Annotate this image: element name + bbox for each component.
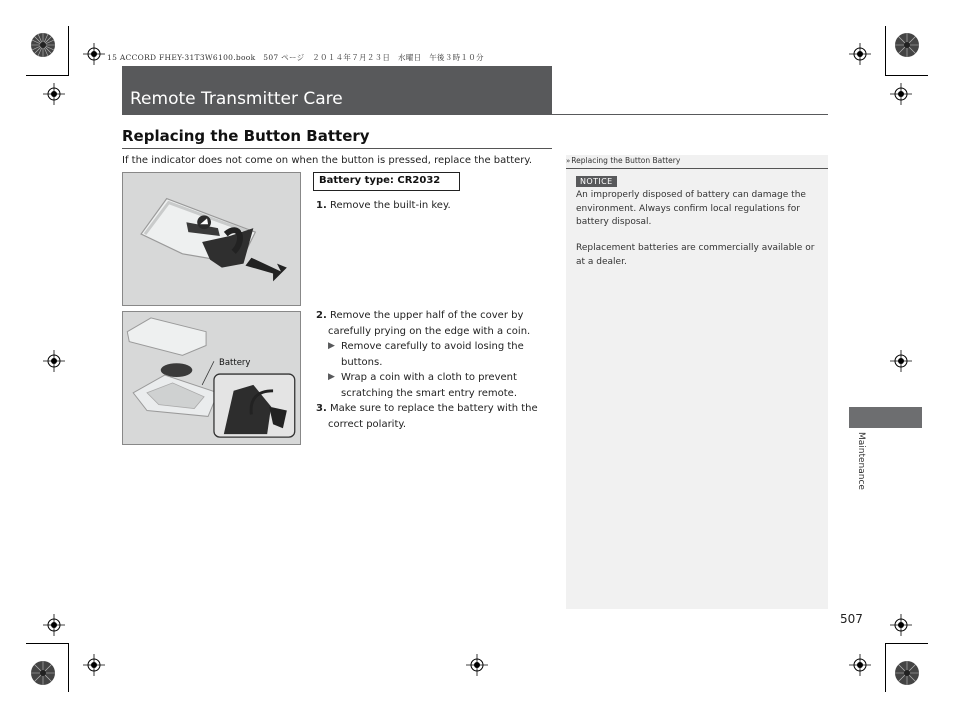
crop-mark — [26, 643, 69, 644]
crosshair-registration-icon — [890, 83, 912, 105]
crosshair-registration-icon — [43, 83, 65, 105]
note-line: Replacement batteries are commercially available or — [576, 243, 815, 253]
starburst-registration-icon — [894, 660, 920, 686]
figure-open-cover — [122, 311, 301, 445]
sub-item-text: Remove carefully to avoid losing the — [341, 341, 524, 352]
notice-badge: NOTICE — [576, 176, 617, 187]
crosshair-registration-icon — [43, 614, 65, 636]
section-title: Remote Transmitter Care — [130, 89, 343, 109]
crop-mark — [885, 643, 886, 692]
step-text: carefully prying on the edge with a coin. — [328, 325, 531, 337]
battery-type-box: Battery type: CR2032 — [313, 172, 460, 191]
crop-mark — [885, 643, 928, 644]
right-triangle-icon: ▶ — [328, 341, 335, 351]
step-2 — [316, 308, 552, 401]
crosshair-registration-icon — [43, 350, 65, 372]
step-text: Remove the built-in key. — [329, 200, 451, 211]
step-1 — [316, 198, 451, 214]
subsection-heading: Replacing the Button Battery — [122, 127, 370, 145]
battery-callout-label: Battery — [219, 358, 251, 368]
crosshair-registration-icon — [83, 654, 105, 676]
crop-mark — [68, 643, 69, 692]
chapter-label-text: Maintenance — [856, 432, 866, 490]
step-number: 2. — [316, 310, 327, 321]
starburst-registration-icon — [30, 32, 56, 58]
intro-text: If the indicator does not come on when the button is pressed, replace the battery. — [122, 155, 533, 166]
side-panel-divider — [566, 168, 828, 169]
crop-mark — [68, 26, 69, 75]
chapter-label — [856, 432, 868, 502]
chapter-tab[interactable] — [849, 407, 922, 428]
crop-mark — [26, 75, 69, 76]
step-number: 1. — [316, 200, 327, 211]
crop-mark — [885, 75, 928, 76]
step-text: correct polarity. — [328, 418, 407, 430]
side-panel-reference — [566, 156, 680, 165]
step-2-sub-list — [316, 339, 552, 401]
section-divider — [122, 114, 828, 115]
sub-item-text: buttons. — [341, 356, 383, 368]
step-number: 3. — [316, 403, 327, 414]
double-chevron-icon: » — [566, 157, 571, 165]
page-number: 507 — [840, 612, 863, 626]
starburst-registration-icon — [894, 32, 920, 58]
note-line: at a dealer. — [576, 256, 627, 267]
crosshair-registration-icon — [466, 654, 488, 676]
side-panel-reference-text: Replacing the Button Battery — [571, 156, 681, 165]
starburst-registration-icon — [30, 660, 56, 686]
notice-line: battery disposal. — [576, 217, 652, 227]
figure-remove-key — [122, 172, 301, 306]
sub-item-text: scratching the smart entry remote. — [341, 387, 518, 399]
sub-item — [328, 339, 552, 370]
step-text: Make sure to replace the battery with the — [329, 403, 538, 414]
crosshair-registration-icon — [849, 43, 871, 65]
crosshair-registration-icon — [890, 614, 912, 636]
replacement-note — [576, 242, 820, 269]
step-text: Remove the upper half of the cover by — [329, 310, 524, 321]
crosshair-registration-icon — [83, 43, 105, 65]
crosshair-registration-icon — [849, 654, 871, 676]
crosshair-registration-icon — [890, 350, 912, 372]
notice-text — [576, 189, 820, 230]
right-triangle-icon: ▶ — [328, 372, 335, 382]
notice-line: environment. Always confirm local regulations for — [576, 203, 800, 214]
subsection-divider — [122, 148, 552, 149]
crop-mark — [885, 26, 886, 75]
sub-item-text: Wrap a coin with a cloth to prevent — [341, 372, 517, 383]
step-3 — [316, 401, 552, 432]
sub-item — [328, 370, 552, 401]
notice-line: An improperly disposed of battery can damage the — [576, 190, 806, 200]
print-job-header: 15 ACCORD FHEY-31T3W6100.book 507 ページ ２０１４年７月２３日 水曜日 午後３時１０分 — [107, 53, 484, 62]
